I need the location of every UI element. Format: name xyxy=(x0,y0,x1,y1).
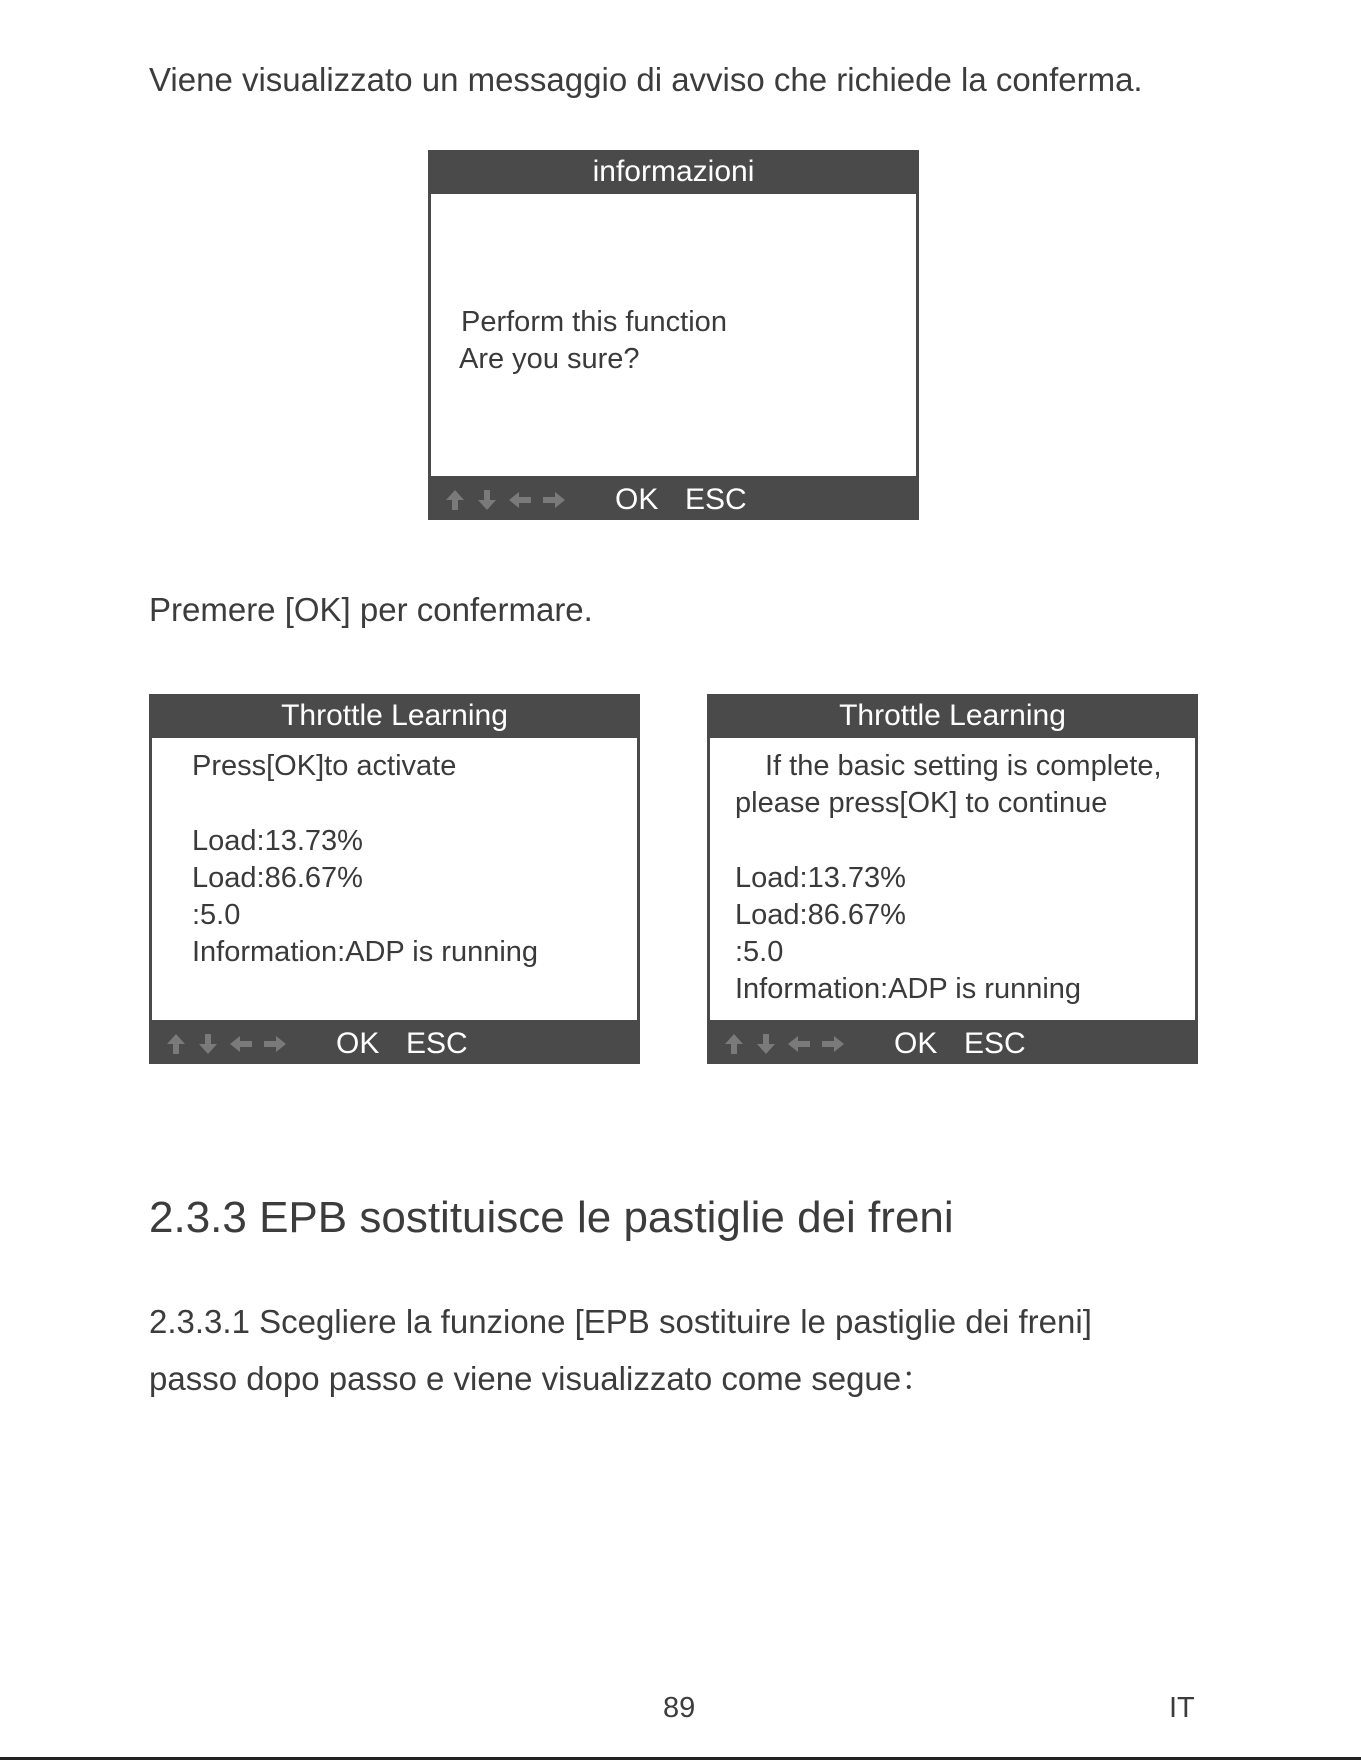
screen-line-load-2: Load:86.67% xyxy=(735,899,906,931)
screen-body xyxy=(710,738,1195,1020)
section-heading: 2.3.3 EPB sostituisce le pastiglie dei freni xyxy=(149,1193,954,1242)
screen-line-load-1: Load:13.73% xyxy=(192,825,363,857)
nav-arrows xyxy=(163,1024,289,1064)
intro-text: Viene visualizzato un messaggio di avviso che richiede la conferma. xyxy=(149,61,1143,98)
arrow-left-icon[interactable] xyxy=(785,1031,813,1057)
esc-button[interactable]: ESC xyxy=(964,1027,1026,1060)
arrow-left-icon[interactable] xyxy=(506,487,534,513)
esc-button[interactable]: ESC xyxy=(685,483,747,516)
confirm-text: Premere [OK] per confermare. xyxy=(149,591,593,628)
screen-footer xyxy=(707,1024,1198,1064)
dialog-line-1: Perform this function xyxy=(461,306,727,338)
arrow-up-icon[interactable] xyxy=(163,1031,189,1057)
nav-arrows xyxy=(721,1024,847,1064)
screen-title: Throttle Learning xyxy=(839,699,1066,732)
bottom-border xyxy=(0,1757,1361,1760)
info-dialog xyxy=(428,150,919,520)
throttle-learning-screen-left xyxy=(149,694,640,1064)
ok-button[interactable]: OK xyxy=(894,1027,938,1060)
screen-title: Throttle Learning xyxy=(281,699,508,732)
dialog-body xyxy=(431,194,916,476)
arrow-down-icon[interactable] xyxy=(753,1031,779,1057)
dialog-title: informazioni xyxy=(592,155,755,188)
arrow-right-icon[interactable] xyxy=(540,487,568,513)
screen-line-1: Press[OK]to activate xyxy=(192,750,457,782)
screen-line-load-2: Load:86.67% xyxy=(192,862,363,894)
ok-button[interactable]: OK xyxy=(615,483,659,516)
esc-button[interactable]: ESC xyxy=(406,1027,468,1060)
arrow-left-icon[interactable] xyxy=(227,1031,255,1057)
screen-line-info: Information:ADP is running xyxy=(735,973,1082,1005)
arrow-right-icon[interactable] xyxy=(819,1031,847,1057)
screen-line-2: please press[OK] to continue xyxy=(735,787,1108,819)
screen-line-value: :5.0 xyxy=(735,936,784,968)
arrow-up-icon[interactable] xyxy=(442,487,468,513)
screen-line-info: Information:ADP is running xyxy=(192,936,539,968)
screen-line-value: :5.0 xyxy=(192,899,241,931)
ok-button[interactable]: OK xyxy=(336,1027,380,1060)
language-code: IT xyxy=(1169,1692,1195,1724)
step-text-line-2: passo dopo passo e viene visualizzato come segue： xyxy=(149,1360,935,1397)
arrow-up-icon[interactable] xyxy=(721,1031,747,1057)
screen-footer xyxy=(149,1024,640,1064)
throttle-learning-screen-right xyxy=(707,694,1198,1064)
screen-body xyxy=(152,738,637,1020)
arrow-down-icon[interactable] xyxy=(195,1031,221,1057)
nav-arrows xyxy=(442,480,568,520)
page-number: 89 xyxy=(663,1692,696,1724)
step-text-line-1: 2.3.3.1 Scegliere la funzione [EPB sostituire le pastiglie dei freni] xyxy=(149,1303,1092,1340)
screen-line-load-1: Load:13.73% xyxy=(735,862,906,894)
dialog-footer xyxy=(428,480,919,520)
arrow-down-icon[interactable] xyxy=(474,487,500,513)
dialog-line-2: Are you sure? xyxy=(459,343,640,375)
screen-line-1: If the basic setting is complete, xyxy=(765,750,1162,782)
arrow-right-icon[interactable] xyxy=(261,1031,289,1057)
